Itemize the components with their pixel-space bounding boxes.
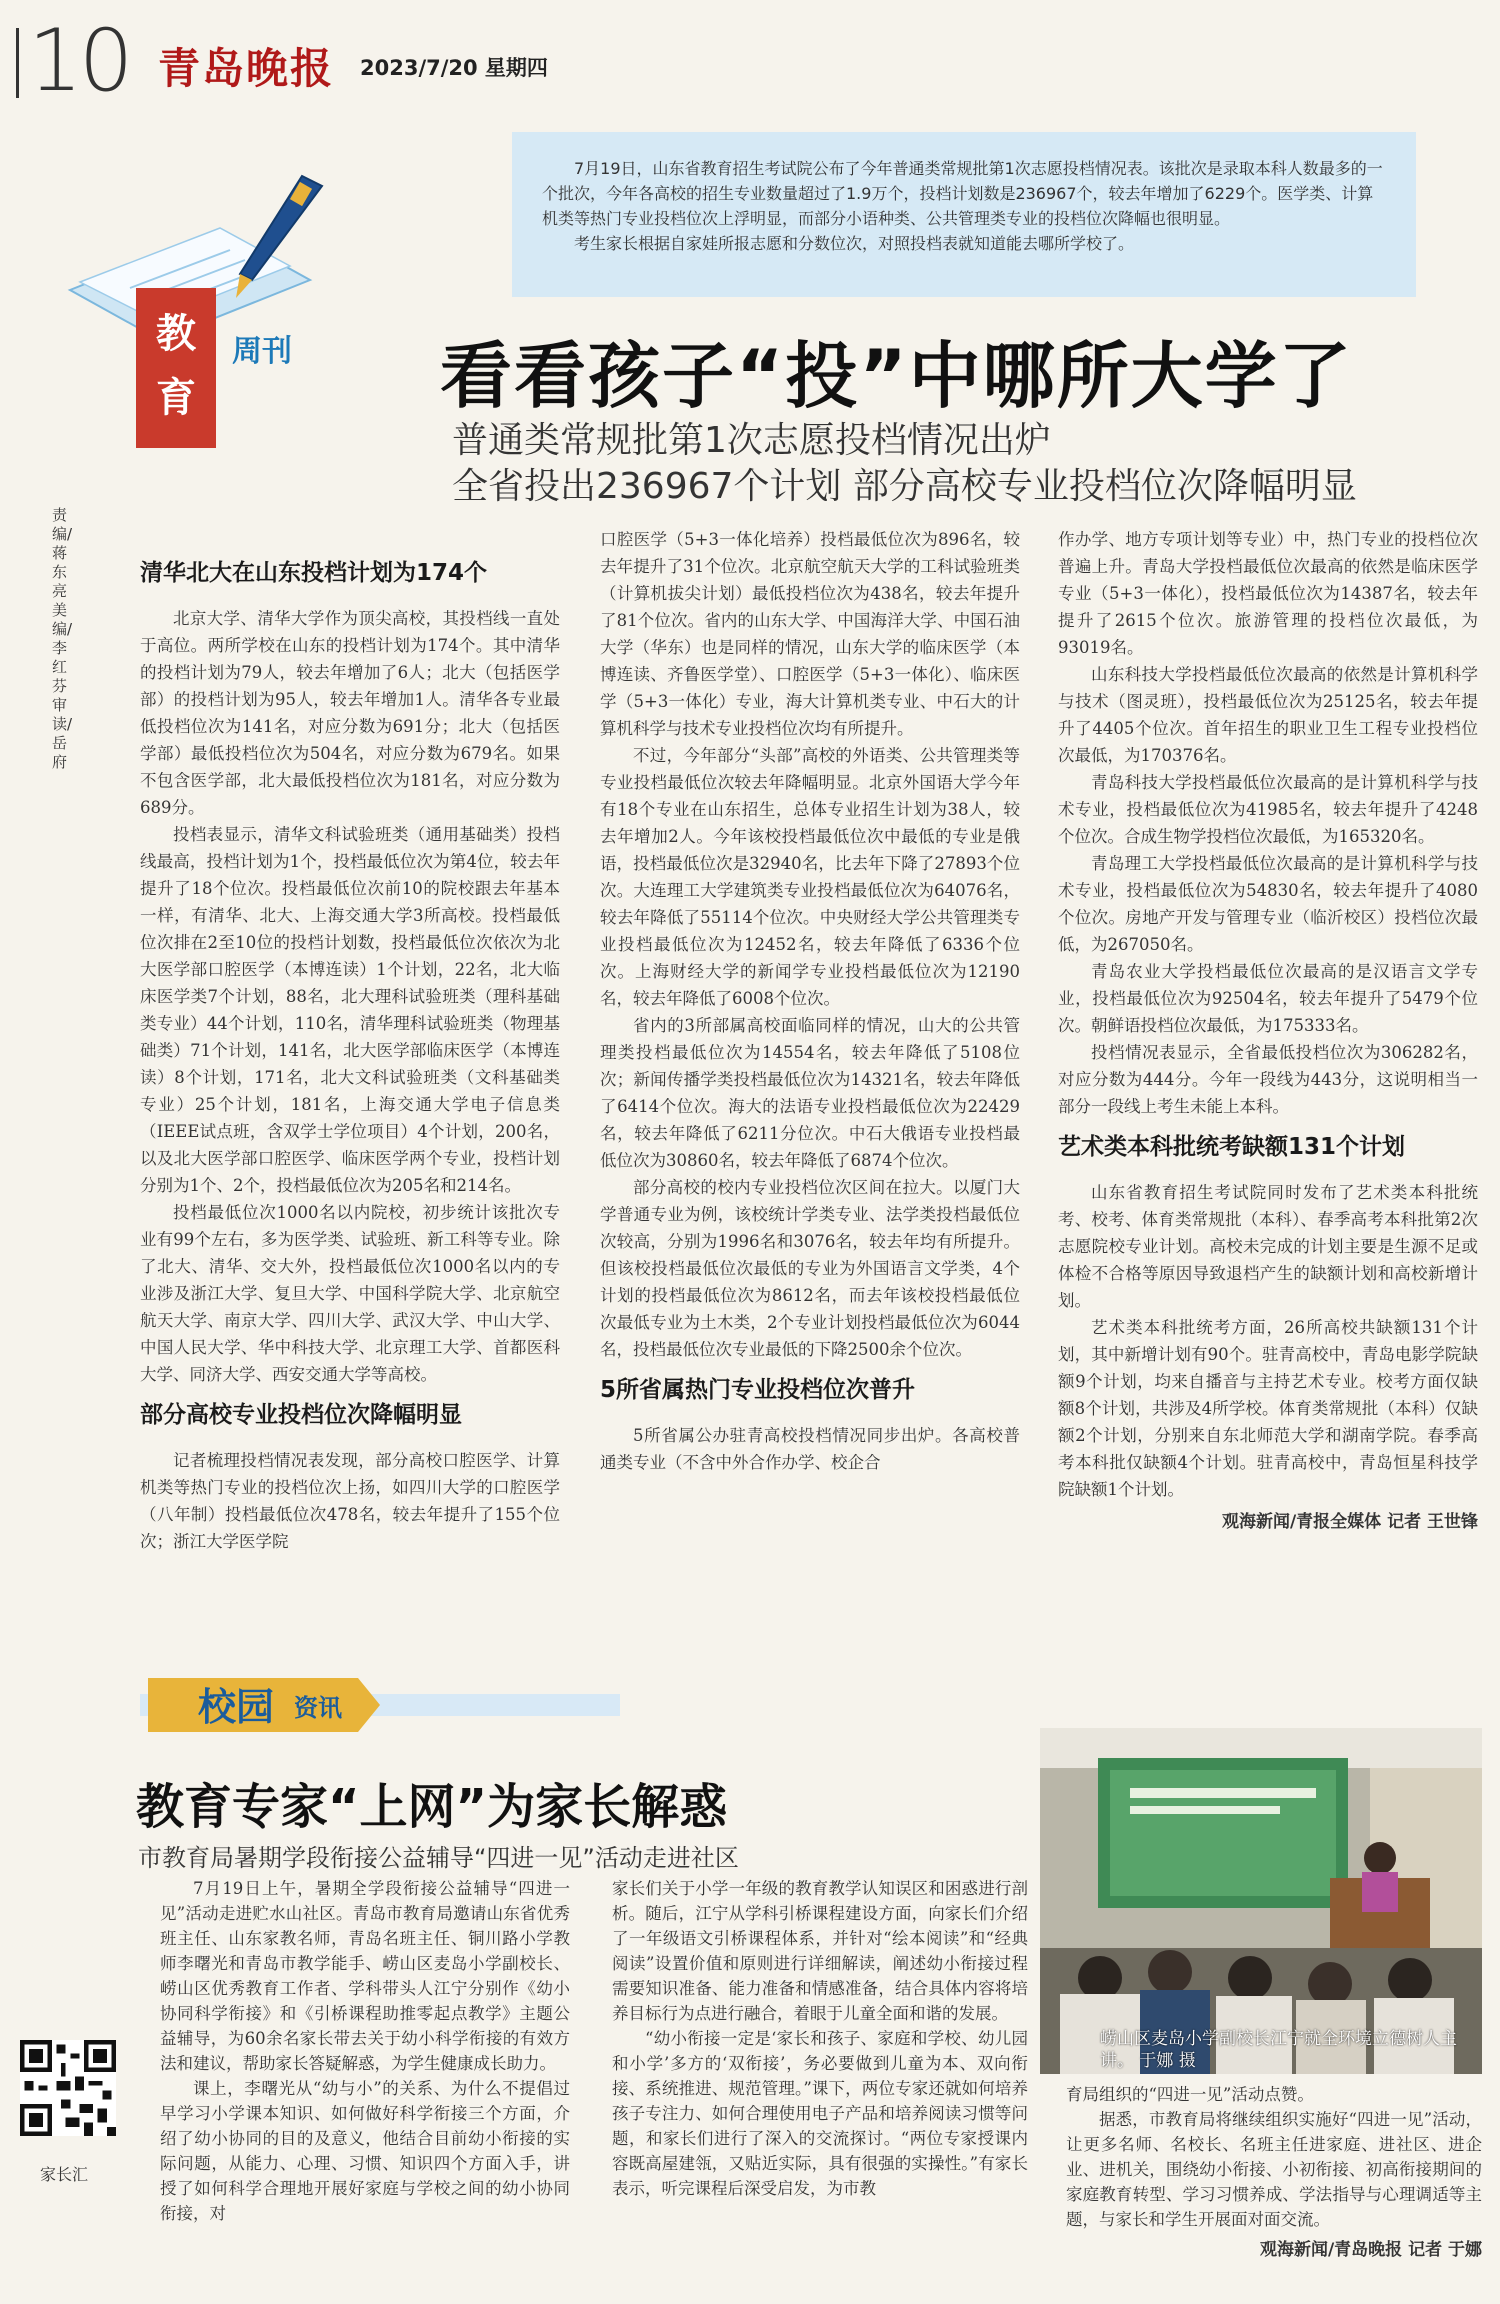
campus-subhead: 市教育局暑期学段衔接公益辅导“四进一见”活动走进社区 — [138, 1844, 739, 1872]
main-headline: 看看孩子“投”中哪所大学了 — [440, 334, 1353, 418]
paragraph: 5所省属公办驻青高校投档情况同步出炉。各高校普通类专业（不含中外合作办学、校企合 — [600, 1426, 1020, 1472]
campus-column-1 — [160, 1876, 570, 2226]
paragraph: 据悉，市教育局将继续组织实施好“四进一见”活动，让更多名师、名校长、名班主任进家庭、进社区、进企业、进机关，围绕幼小衔接、小初衔接、初高衔接期间的家庭教育转型、学习习惯养成、学法指导与心理调适等主题，与家长和学生开展面对面交流。 — [1066, 2110, 1482, 2229]
education-badge — [136, 288, 216, 448]
subheadline: 全省投出236967个计划 部分高校专业投档位次降幅明显 — [452, 466, 1357, 507]
paragraph: 山东科技大学投档最低位次最高的依然是计算机科学与技术（图灵班），投档最低位次为25125名，较去年提升了4405个位次。首年招生的职业卫生工程专业投档位次最低，为170376名。 — [1058, 665, 1478, 765]
subheadline: 普通类常规批第1次志愿投档情况出炉 — [452, 420, 1051, 461]
badge-char: 教 — [156, 310, 196, 357]
section-heading: 清华北大在山东投档计划为174个 — [140, 560, 488, 586]
editor-credits: 责编/蒋东亮 美编/李红芬 审读/岳府 — [52, 506, 73, 771]
intro-paragraph: 考生家长根据自家娃所报志愿和分数位次，对照投档表就知道能去哪所学校了。 — [574, 234, 1135, 253]
paragraph: 家长们关于小学一年级的教育教学认知误区和困惑进行剖析。随后，江宁从学科引桥课程建设方面，向家长们介绍了一年级语文引桥课程体系，并针对“绘本阅读”和“经典阅读”设置价值和原则进行详细解读，阐述幼小衔接过程需要知识准备、能力准备和情感准备，结合具体内容将培养目标行为点进行融合，着眼于儿童全面和谐的发展。 — [612, 1879, 1028, 2023]
paragraph: 课上，李曙光从“幼与小”的关系、为什么不提倡过早学习小学课本知识、如何做好科学衔接三个方面，介绍了幼小协同的目的及意义，他结合目前幼小衔接的实际问题，从能力、心理、习惯、知识四个方面入手，讲授了如何科学合理地开展好家庭与学校之间的幼小协同衔接，对 — [160, 2079, 570, 2223]
paragraph: 艺术类本科批统考方面，26所高校共缺额131个计划，其中新增计划有90个。驻青高校中，青岛电影学院缺额9个计划，均来自播音与主持艺术专业。校考方面仅缺额8个计划，共涉及4所学校。体育类常规批（本科）仅缺额2个计划，分别来自东北师范大学和湖南学院。春季高考本科批仅缺额4个计划。驻青高校中，青岛恒星科技学院缺额1个计划。 — [1058, 1318, 1478, 1499]
paragraph: 青岛农业大学投档最低位次最高的是汉语言文学专业，投档最低位次为92504名，较去年提升了5479个位次。朝鲜语投档位次最低，为175333名。 — [1058, 962, 1478, 1035]
classroom-photo-illustration — [1040, 1728, 1482, 2074]
byline: 观海新闻/青报全媒体 记者 王世锋 — [1221, 1512, 1478, 1532]
paragraph: 不过，今年部分“头部”高校的外语类、公共管理类等专业投档最低位次较去年降幅明显。北京外国语大学今年有18个专业在山东招生，总体专业招生计划为38人，较去年增加2人。今年该校投档最低位次中最低的专业是俄语，投档最低位次是32940名，比去年下降了27893个位次。大连理工大学建筑类专业投档最低位次为64076名，较去年降低了55114个位次。中央财经大学公共管理类专业投档最低位次为12452名，较去年降低了6336个位次。上海财经大学的新闻学专业投档最低位次为12190名，较去年降低了6008个位次。 — [600, 746, 1020, 1008]
article-column-3 — [1058, 526, 1478, 1536]
paragraph: 作办学、地方专项计划等专业）中，热门专业的投档位次普遍上升。青岛大学投档最低位次最高的依然是临床医学专业（5+3一体化），投档最低位次为14387名，较去年提升了2615个位次。旅游管理的投档位次最低，为93019名。 — [1058, 530, 1478, 657]
section-heading: 部分高校专业投档位次降幅明显 — [140, 1402, 462, 1428]
article-column-2 — [600, 526, 1020, 1476]
byline: 观海新闻/青岛晚报 记者 于娜 — [1259, 2240, 1482, 2260]
section-heading: 5所省属热门专业投档位次普升 — [600, 1377, 916, 1403]
paragraph: 北京大学、清华大学作为顶尖高校，其投档线一直处于高位。两所学校在山东的投档计划为174个。其中清华的投档计划为79人，较去年增加了6人；北大（包括医学部）的投档计划为95人，较去年增加1人。清华各专业最低投档位次为141名，对应分数为691分；北大（包括医学部）最低投档位次为504名，对应分数为679名。如果不包含医学部，北大最低投档位次为181名，对应分数为689分。 — [140, 609, 560, 817]
badge-char: 育 — [156, 374, 196, 421]
weekly-label: 周刊 — [232, 334, 292, 369]
event-photo — [1040, 1728, 1482, 2074]
paragraph: “幼小衔接一定是‘家长和孩子、家庭和学校、幼儿园和小学’多方的‘双衔接’，务必要做到儿童为本、双向衔接、系统推进、规范管理。”课下，两位专家还就如何培养孩子专注力、如何合理使用电子产品和培养阅读习惯等问题，和家长们进行了深入的交流探讨。“两位专家授课内容既高屋建瓴，又贴近实际，具有很强的实操性。”有家长表示，听完课程后深受启发，为市教 — [612, 2029, 1028, 2198]
paragraph: 青岛理工大学投档最低位次最高的是计算机科学与技术专业，投档最低位次为54830名，较去年提升了4080个位次。房地产开发与管理专业（临沂校区）投档位次最低，为267050名。 — [1058, 854, 1478, 954]
paragraph: 青岛科技大学投档最低位次最高的是计算机科学与技术专业，投档最低位次为41985名，较去年提升了4248个位次。合成生物学投档位次最低，为165320名。 — [1058, 773, 1478, 846]
paragraph: 育局组织的“四进一见”活动点赞。 — [1066, 2085, 1314, 2104]
paragraph: 口腔医学（5+3一体化培养）投档最低位次为896名，较去年提升了31个位次。北京航空航天大学的工科试验班类（计算机拔尖计划）最低投档位次为438名，较去年提升了81个位次。省内的山东大学、中国海洋大学、中国石油大学（华东）也是同样的情况，山东大学的临床医学（本博连读、齐鲁医学堂）、口腔医学（5+3一体化）、临床医学（5+3一体化）专业，海大计算机类专业、中石大的计算机科学与技术专业投档位次均有所提升。 — [600, 530, 1020, 738]
article-column-1 — [140, 546, 560, 1555]
intro-paragraph: 7月19日，山东省教育招生考试院公布了今年普通类常规批第1次志愿投档情况表。该批次是录取本科人数最多的一个批次，今年各高校的招生专业数量超过了1.9万个，投档计划数是236967个，较去年增加了6229个。医学类、计算机类等热门专业投档位次上浮明显，而部分小语种类、公共管理类专业的投档位次降幅也很明显。 — [542, 159, 1383, 228]
paragraph: 投档最低位次1000名以内院校，初步统计该批次专业有99个左右，多为医学类、试验班、新工科等专业。除了北大、清华、交大外，投档最低位次1000名以内的专业涉及浙江大学、复旦大学、中国科学院大学、北京航空航天大学、南京大学、四川大学、武汉大学、中山大学、中国人民大学、华中科技大学、北京理工大学、首都医科大学、同济大学、西安交通大学等高校。 — [140, 1203, 560, 1384]
paragraph: 7月19日上午，暑期全学段衔接公益辅导“四进一见”活动走进贮水山社区。青岛市教育局邀请山东省优秀班主任、山东家教名师，青岛名班主任、铜川路小学教师李曙光和青岛市教学能手、崂山区麦岛小学副校长、崂山区优秀教育工作者、学科带头人江宁分别作《幼小协同科学衔接》和《引桥课程助推零起点教学》主题公益辅导，为60余名家长带去关于幼小科学衔接的有效方法和建议，帮助家长答疑解惑，为学生健康成长助力。 — [160, 1879, 570, 2073]
paragraph: 部分高校的校内专业投档位次区间在拉大。以厦门大学普通专业为例，该校统计学类专业、法学类投档最低位次较高，分别为1996名和3076名，较去年均有所提升。但该校投档最低位次最低的专业为外国语言文学类，4个计划的投档最低位次为8612名，而去年该校投档最低位次最低专业为土木类，2个专业计划投档最低位次为6044名，投档最低位次专业最低的下降2500余个位次。 — [600, 1178, 1020, 1359]
campus-section-name: 校园 — [198, 1684, 275, 1729]
campus-section-tag: 资讯 — [294, 1694, 342, 1722]
intro-summary — [512, 132, 1416, 297]
paragraph: 省内的3所部属高校面临同样的情况，山大的公共管理类投档最低位次为14554名，较去年降低了5108位次；新闻传播学类投档最低位次为14321名，较去年降低了6414个位次。海大的法语专业投档最低位次为22429名，较去年降低了6211分位次。中石大俄语专业投档最低位次为30860名，较去年降低了6874个位次。 — [600, 1016, 1020, 1170]
photo-caption: 崂山区麦岛小学副校长江宁就全环境立德树人主讲。 于娜 摄 — [1100, 2029, 1457, 2071]
section-heading: 艺术类本科批统考缺额131个计划 — [1058, 1134, 1406, 1160]
issue-date: 2023/7/20 星期四 — [360, 56, 548, 80]
paragraph: 山东省教育招生考试院同时发布了艺术类本科批统考、校考、体育类常规批（本科）、春季高考本科批第2次志愿院校专业计划。高校未完成的计划主要是生源不足或体检不合格等原因导致退档产生的缺额计划和高校新增计划。 — [1058, 1183, 1478, 1310]
qr-code[interactable] — [20, 2040, 116, 2136]
newspaper-name: 青岛晚报 — [158, 44, 335, 93]
page-number: 10 — [28, 11, 130, 111]
paragraph: 投档情况表显示，全省最低投档位次为306282名，对应分数为444分。今年一段线为443分，这说明相当一部分一段线上考生未能上本科。 — [1058, 1043, 1478, 1116]
campus-column-3 — [1066, 2082, 1482, 2263]
paragraph: 记者梳理投档情况表发现，部分高校口腔医学、计算机类等热门专业的投档位次上扬，如四川大学的口腔医学（八年制）投档最低位次478名，较去年提升了155个位次；浙江大学医学院 — [140, 1451, 560, 1551]
campus-column-2 — [612, 1876, 1028, 2201]
campus-headline: 教育专家“上网”为家长解惑 — [136, 1779, 728, 1835]
paragraph: 投档表显示，清华文科试验班类（通用基础类）投档线最高，投档计划为1个，投档最低位次为第4位，较去年提升了18个位次。投档最低位次前10的院校跟去年基本一样，有清华、北大、上海交通大学3所高校。投档最低位次排在2至10位的投档计划数，投档最低位次依次为北大医学部口腔医学（本博连读）1个计划，22名，北大临床医学类7个计划，88名，北大理科试验班类（理科基础类专业）44个计划，110名，清华理科试验班类（物理基础类）71个计划，141名，北大医学部临床医学（本博连读）8个计划，171名，北大文科试验班类（文科基础类专业）25个计划，181名，上海交通大学电子信息类（IEEE试点班，含双学士学位项目）4个计划，200名，以及北大医学部口腔医学、临床医学两个专业，投档计划分别为1个、2个，投档最低位次为205名和214名。 — [140, 825, 560, 1195]
qr-label: 家长汇 — [40, 2165, 89, 2184]
masthead-rule — [16, 28, 19, 98]
